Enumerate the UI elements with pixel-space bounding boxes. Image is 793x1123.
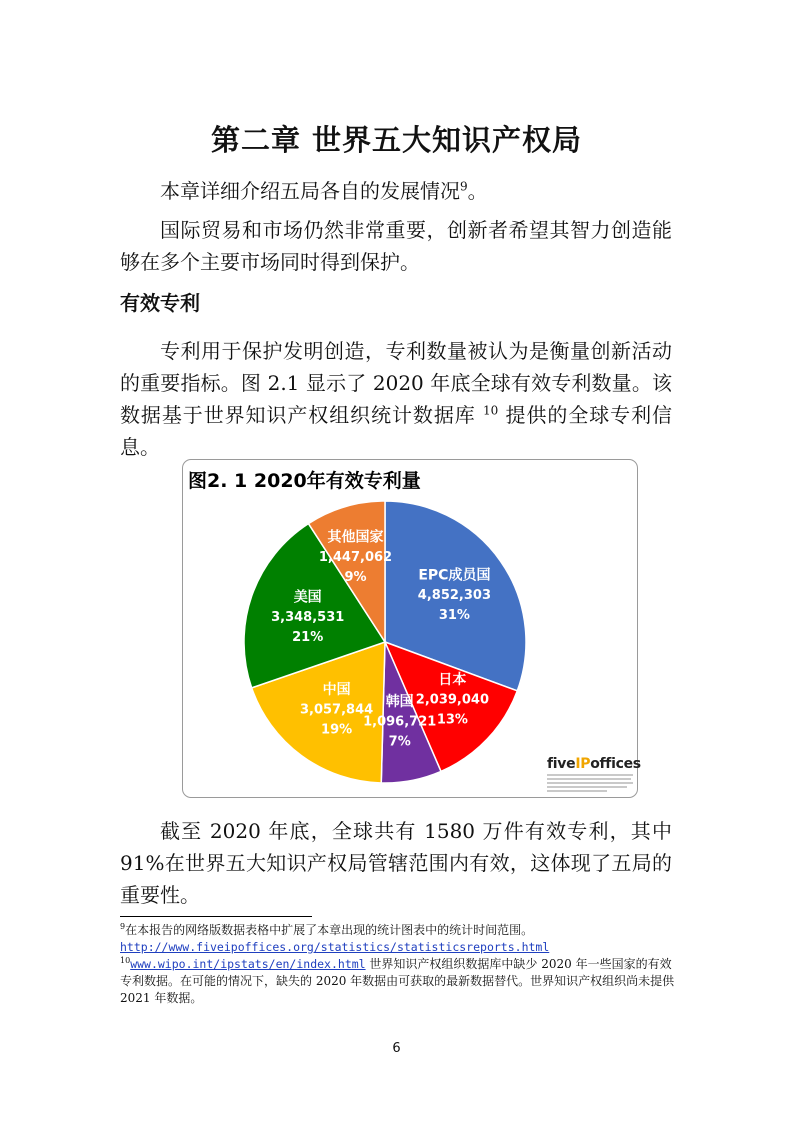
slice-percent-3: 19%: [321, 722, 353, 738]
summary-paragraph: 截至 2020 年底，全球共有 1580 万件有效专利，其中 91%在世界五大知识产权局管辖范围内有效，这体现了五局的重要性。: [120, 819, 672, 907]
slice-label-1: 日本: [438, 672, 467, 689]
page-number: 6: [392, 1041, 401, 1056]
patent-text-b: 提供的全球专利信息。: [120, 403, 673, 459]
fiveipoffices-logo: [547, 756, 641, 792]
slice-value-2: 1,096,721: [363, 714, 437, 730]
slice-label-5: 其他国家: [327, 529, 384, 546]
slice-percent-5: 9%: [344, 570, 367, 585]
intro-paragraph: [120, 175, 672, 207]
section-heading: 有效专利: [120, 291, 200, 315]
slice-label-3: 中国: [322, 681, 351, 698]
pie-chart: [183, 460, 639, 799]
footnote-ref-10[interactable]: 10: [482, 403, 499, 418]
footnote-ref-9[interactable]: 9: [460, 179, 468, 194]
footnote-9-link[interactable]: http://www.fiveipoffices.org/statistics/statisticsreports.html: [120, 940, 550, 954]
chart-title: 图2. 1 2020年有效专利量: [188, 470, 421, 492]
footnote-9: $^9$在本报告的网络版数据表格中扩展了本章出现的统计图表中的统计时间范围。: [120, 922, 534, 937]
figure-2-1: [182, 459, 641, 798]
logo-wordmark: fiveIPoffices: [547, 756, 641, 772]
slice-percent-2: 7%: [388, 734, 411, 750]
intro-text: 本章详细介绍五局各自的发展情况: [160, 179, 460, 203]
slice-value-1: 2,039,040: [415, 692, 490, 708]
slice-percent-0: 31%: [438, 608, 470, 624]
chapter-title: 第二章 世界五大知识产权局: [210, 123, 583, 157]
logo-office-list: [547, 774, 635, 792]
patent-text-a: 专利用于保护发明创造，专利数量被认为是衡量创新活动的重要指标。图 2.1 显示了 2020 年底全球有效专利数量。该数据基于世界知识产权组织统计数据库: [120, 339, 672, 427]
slice-label-4: 美国: [293, 589, 322, 606]
patent-paragraph: [120, 335, 672, 463]
footnote-9-link-line: [120, 939, 676, 956]
slice-value-0: 4,852,303: [417, 588, 492, 604]
footnote-separator: [120, 916, 312, 917]
slice-value-3: 3,057,844: [299, 702, 374, 718]
trade-paragraph: 国际贸易和市场仍然非常重要，创新者希望其智力创造能够在多个主要市场同时得到保护。: [120, 218, 672, 274]
footnote-10-link[interactable]: www.wipo.int/ipstats/en/index.html: [130, 957, 366, 971]
slice-value-5: 1,447,062: [318, 550, 393, 565]
footnote-10: $^{10}$www.wipo.int/ipstats/en/index.html 世界知识产权组织数据库中缺少 2020 年一些国家的有效专利数据。在可能的情况下，缺失的 2020 年数据由可获取的最新数据替代。世界知识产权组织尚未提供 2021 年数据。: [120, 956, 675, 1005]
slice-value-4: 3,348,531: [271, 609, 345, 625]
slice-label-2: 韩国: [385, 694, 414, 711]
footnotes: [120, 922, 676, 1007]
intro-end: 。: [467, 179, 488, 203]
slice-label-0: EPC成员国: [418, 567, 491, 584]
slice-percent-4: 21%: [292, 629, 324, 645]
slice-percent-1: 13%: [436, 712, 468, 728]
